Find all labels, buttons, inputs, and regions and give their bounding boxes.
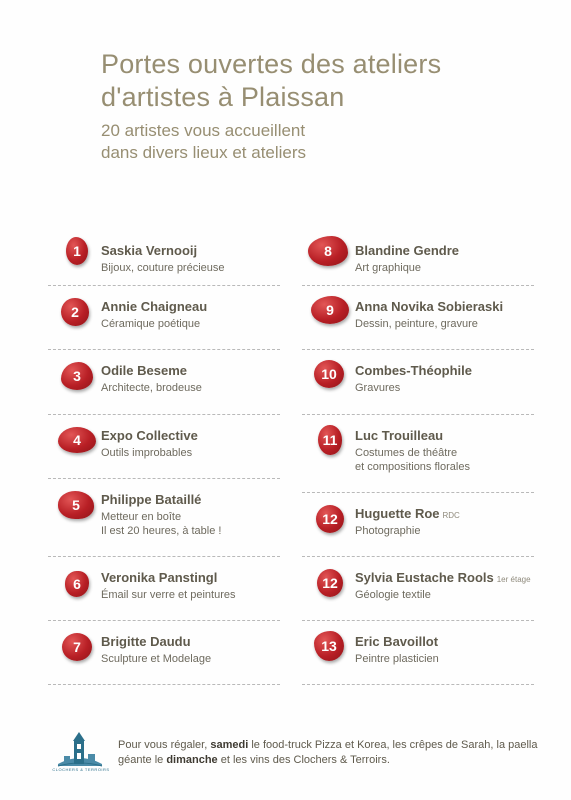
artist-item xyxy=(302,350,534,415)
artist-name xyxy=(101,634,191,649)
artist-discipline: Peintre plasticien xyxy=(355,653,439,665)
artist-item xyxy=(48,621,280,685)
title-line-1: Portes ouvertes des ateliers xyxy=(101,49,442,79)
artist-name xyxy=(101,243,197,258)
artist-name-text: Anna Novika Sobieraski xyxy=(355,299,504,314)
artist-item xyxy=(48,350,280,415)
artist-name-text: Odile Beseme xyxy=(101,363,187,378)
artist-item xyxy=(302,230,534,286)
artist-name-text: Expo Collective xyxy=(101,428,198,443)
artist-item xyxy=(302,621,534,685)
artist-discipline: Photographie xyxy=(355,525,421,537)
artist-name-text: Huguette Roe xyxy=(355,506,440,521)
artist-discipline: Architecte, brodeuse xyxy=(101,382,202,394)
artist-discipline: Bijoux, couture précieuse xyxy=(101,262,225,274)
artist-discipline: Metteur en boîte xyxy=(101,511,182,523)
artist-discipline: Émail sur verre et peintures xyxy=(101,589,236,601)
artist-name xyxy=(101,492,201,507)
number-pebble: 11 xyxy=(318,425,342,455)
floor-label: RDC xyxy=(442,511,460,520)
number-pebble: 6 xyxy=(65,571,89,597)
artist-name-text: Combes-Théophile xyxy=(355,363,473,378)
floor-label: 1er étage xyxy=(496,575,531,584)
artist-name-text: Luc Trouilleau xyxy=(355,428,444,443)
artist-name xyxy=(355,363,472,378)
artist-item xyxy=(48,479,280,557)
artist-name xyxy=(101,299,207,314)
artist-name-text: Sylvia Eustache Rools xyxy=(355,570,494,585)
page-title xyxy=(101,48,441,114)
artist-item xyxy=(302,286,534,350)
artist-discipline-line-2: et compositions florales xyxy=(355,461,470,473)
title-line-2: d'artistes à Plaissan xyxy=(101,82,345,112)
artist-name xyxy=(355,506,460,521)
number-pebble: 9 xyxy=(311,296,349,324)
artist-name xyxy=(355,299,503,314)
artist-item xyxy=(302,557,534,621)
artist-item xyxy=(48,415,280,479)
number-pebble: 7 xyxy=(62,633,92,661)
artist-discipline: Gravures xyxy=(355,382,401,394)
artist-discipline: Outils improbables xyxy=(101,447,193,459)
page-subtitle xyxy=(101,120,306,164)
artist-discipline: Costumes de théâtre xyxy=(355,447,458,459)
number-pebble: 1 xyxy=(66,237,88,265)
artist-name-text: Saskia Vernooij xyxy=(101,243,198,258)
artist-discipline: Sculpture et Modelage xyxy=(101,653,212,665)
artist-name-text: Veronika Panstingl xyxy=(101,570,218,585)
footer-bold-sunday: dimanche xyxy=(166,754,218,766)
artist-item xyxy=(48,230,280,286)
artist-name-text: Brigitte Daudu xyxy=(101,634,191,649)
artist-item xyxy=(302,415,534,493)
number-pebble: 10 xyxy=(314,360,344,388)
artist-item xyxy=(302,493,534,557)
footer-note xyxy=(118,738,548,768)
subtitle-line-2: dans divers lieux et ateliers xyxy=(101,143,307,162)
footer-text-2: le food-truck Pizza et Korea, les crêpes de Sarah, la paella géante le xyxy=(118,739,538,766)
artist-discipline: Céramique poétique xyxy=(101,318,201,330)
artist-list-right xyxy=(302,230,534,685)
artist-name xyxy=(101,363,187,378)
artist-name xyxy=(101,428,198,443)
artist-name xyxy=(355,243,459,258)
number-pebble: 3 xyxy=(61,362,93,390)
artist-name xyxy=(101,570,217,585)
artist-name xyxy=(355,570,531,585)
artist-name-text: Blandine Gendre xyxy=(355,243,460,258)
footer-bold-saturday: samedi xyxy=(210,739,249,751)
artist-item xyxy=(48,557,280,621)
artist-discipline-line-2: Il est 20 heures, à table ! xyxy=(101,525,222,537)
artist-item xyxy=(48,286,280,350)
artist-discipline: Art graphique xyxy=(355,262,422,274)
number-pebble: 5 xyxy=(58,491,94,519)
artist-discipline: Dessin, peinture, gravure xyxy=(355,318,478,330)
number-pebble: 13 xyxy=(314,631,344,661)
subtitle-line-1: 20 artistes vous accueillent xyxy=(101,121,306,140)
artist-name xyxy=(355,634,438,649)
artist-name xyxy=(355,428,443,443)
artist-name-text: Philippe Bataillé xyxy=(101,492,202,507)
artist-name-text: Eric Bavoillot xyxy=(355,634,439,649)
logo-text: CLOCHERS & TERROIRS xyxy=(52,767,110,772)
footer-text-3: et les vins des Clochers & Terroirs. xyxy=(217,754,390,766)
number-pebble: 12 xyxy=(317,569,343,597)
number-pebble: 8 xyxy=(308,236,348,266)
artist-list-left xyxy=(48,230,280,685)
number-pebble: 2 xyxy=(61,298,89,326)
number-pebble: 4 xyxy=(58,427,96,453)
footer-text-1: Pour vous régaler, xyxy=(118,739,211,751)
artist-name-text: Annie Chaigneau xyxy=(101,299,208,314)
number-pebble: 12 xyxy=(316,505,344,533)
artist-discipline: Géologie textile xyxy=(355,589,431,601)
